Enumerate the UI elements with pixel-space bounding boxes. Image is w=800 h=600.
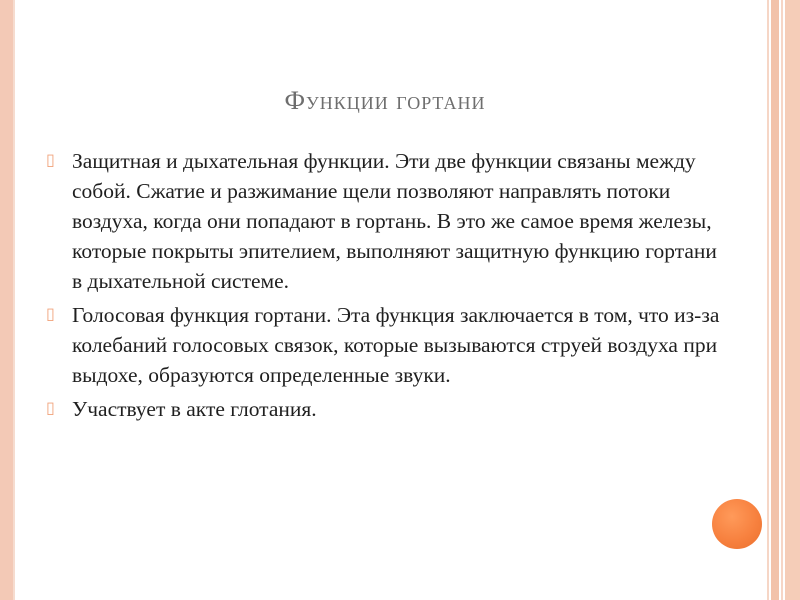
right-stripe-decoration xyxy=(771,0,779,600)
bullet-list xyxy=(44,146,724,428)
square-bullet-icon: ▯ xyxy=(46,306,55,323)
bullet-item xyxy=(44,394,724,424)
square-bullet-icon: ▯ xyxy=(46,400,55,417)
bullet-text: Защитная и дыхательная функции. Эти две функции связаны между собой. Сжатие и разжимание щели позволяют направлять потоки воздуха, когда они попадают в гортань. В это же самое время железы, которые покрыты эпителием, выполняют защитную функцию гортани в дыхательной системе. xyxy=(72,149,717,293)
left-border-line xyxy=(13,0,15,600)
right-stripe-decoration xyxy=(767,0,769,600)
slide-title: Функции гортани xyxy=(284,86,486,115)
bullet-item xyxy=(44,300,724,390)
square-bullet-icon: ▯ xyxy=(46,152,55,169)
orange-circle-decoration xyxy=(712,499,762,549)
left-border-decoration xyxy=(0,0,13,600)
right-stripe-decoration xyxy=(781,0,783,600)
bullet-text: Голосовая функция гортани. Эта функция заключается в том, что из-за колебаний голосовых связок, которые вызываются струей воздуха при выдохе, образуются определенные звуки. xyxy=(72,303,720,387)
right-stripe-decoration xyxy=(785,0,800,600)
bullet-text: Участвует в акте глотания. xyxy=(72,397,317,421)
bullet-item xyxy=(44,146,724,296)
